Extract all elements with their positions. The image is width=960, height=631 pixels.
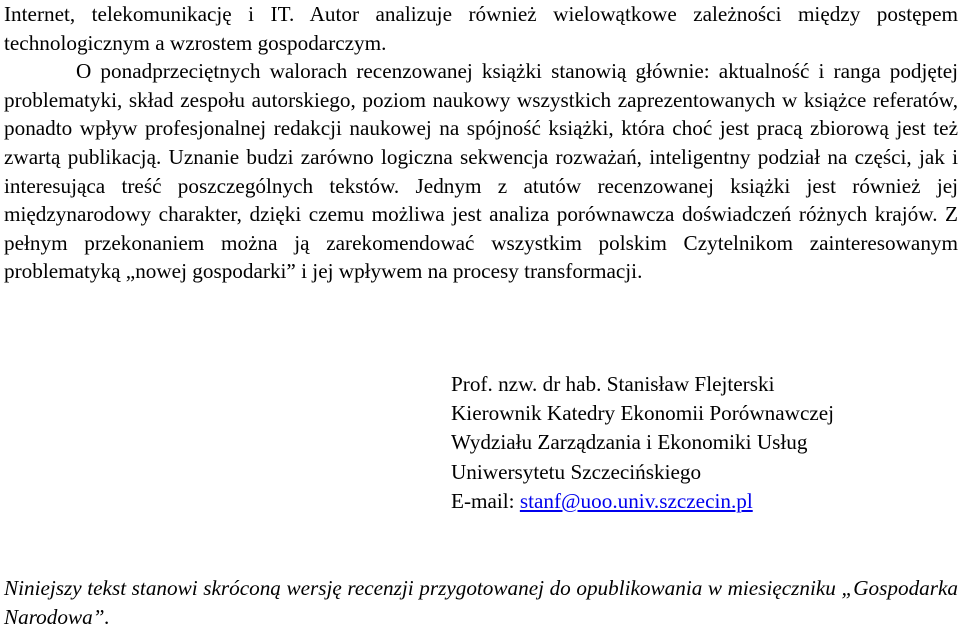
email-label: E-mail: [451,488,520,513]
author-faculty: Wydziału Zarządzania i Ekonomiki Usług [451,430,808,455]
review-body [4,0,958,286]
publication-note: Niniejszy tekst stanowi skróconą wersję recenzji przygotowanej do opublikowania w miesięczniku „Gospodarka Narodowa”. [4,576,958,629]
email-link[interactable]: stanf@uoo.univ.szczecin.pl [519,488,753,513]
author-email-line [451,487,834,516]
author-university: Uniwersytetu Szczecińskiego [451,459,702,484]
paragraph-continuation: Internet, telekomunikację i IT. Autor analizuje również wielowątkowe zależności między postępem technologicznym a wzrostem gospodarczym. [4,2,958,55]
author-name: Prof. nzw. dr hab. Stanisław Flejterski [451,372,775,396]
signature-block [451,370,834,516]
author-position: Kierownik Katedry Ekonomii Porównawczej [451,401,835,426]
paragraph-evaluation: O ponadprzeciętnych walorach recenzowanej książki stanowią głównie: aktualność i ranga podjętej problematyki, skład zespołu autorskiego, poziom naukowy wszystkich zaprezentowanych w książce referatów, ponadto wpływ profesjonalnej redakcji naukowej na spójność książki, która choć jest pracą zbiorową jest też zwartą publikacją. Uznanie budzi zarówno logiczna sekwencja rozważań, inteligentny podział na części, jak i interesująca treść poszczególnych tekstów. Jednym z atutów recenzowanej książki jest również jej międzynarodowy charakter, dzięki czemu możliwa jest analiza porównawcza doświadczeń różnych krajów. Z pełnym przekonaniem można ją zarekomendować wszystkim polskim Czytelnikom zainteresowanym problematyką „nowej gospodarki” i jej wpływem na procesy transformacji. [4,59,958,284]
